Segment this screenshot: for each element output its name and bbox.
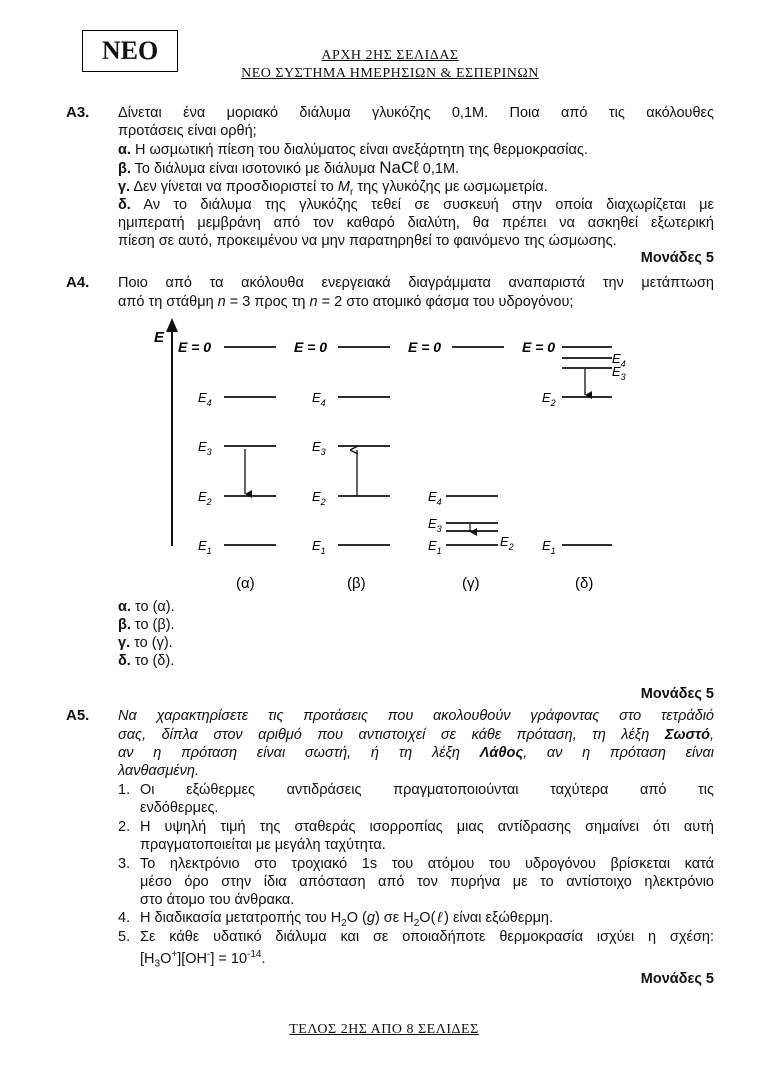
question-number-a3: Α3.: [66, 104, 90, 121]
a3-option-d-line-3: πίεση σε αυτό, προκειμένου να μην παρατηρηθεί το φαινόμενο της ώσμωσης.: [118, 233, 617, 249]
axis-label: E: [154, 329, 165, 346]
statement-text: Το ηλεκτρόνιο στο τροχιακό 1s του ατόμου του υδρογόνου βρίσκεται κατά: [140, 856, 714, 872]
formula-nacl: NaCℓ: [379, 158, 419, 177]
statement-number: 1.: [118, 782, 131, 798]
a4-marks: Μονάδες 5: [640, 686, 714, 702]
option-text: το (β).: [134, 617, 175, 633]
option-letter: β.: [118, 617, 131, 633]
option-letter: γ.: [118, 179, 131, 195]
statement-number: 2.: [118, 819, 131, 835]
option-letter: δ.: [118, 197, 131, 213]
a5-instruction-line-1: Να χαρακτηρίσετε τις προτάσεις που ακολουθούν γράφοντας στο τετράδιό: [118, 708, 714, 724]
statement-text: μέσο όρο στην ίδια απόσταση από τον πυρήνα με το αντίστοιχο ηλεκτρόνιο: [140, 874, 714, 890]
a4-option-c: [118, 634, 173, 653]
level-label-e2: $E_2$: [198, 489, 212, 507]
question-number-a4: Α4.: [66, 274, 90, 291]
e0-label: E = 0: [294, 339, 328, 355]
a3-stem-line-1: Δίνεται ένα μοριακό διάλυμα γλυκόζης 0,1Μ. Ποια από τις ακόλουθες: [118, 105, 714, 121]
option-letter: β.: [118, 161, 131, 177]
a4-option-d: [118, 652, 174, 671]
a5-instruction-line-4: λανθασμένη.: [118, 763, 199, 779]
header-line-2: ΝΕΟ ΣΥΣΤΗΜΑ ΗΜΕΡΗΣΙΩΝ & ΕΣΠΕΡΙΝΩΝ: [241, 66, 539, 81]
level-label-e1: $E_1$: [198, 538, 212, 556]
instruction-text: αν η πρόταση είναι σωστή, ή τη λέξη: [118, 745, 460, 761]
diagram-beta: [294, 339, 390, 592]
level-label-e1: $E_1$: [312, 538, 326, 556]
a3-marks: Μονάδες 5: [640, 250, 714, 266]
option-text: το (δ).: [134, 653, 175, 669]
statement-text: Σε κάθε υδατικό διάλυμα και σε οποιαδήποτε θερμοκρασία ισχύει η σχέση:: [140, 929, 714, 945]
a4-stem-line-2: [118, 293, 714, 312]
a3-stem-line-2: προτάσεις είναι ορθή;: [118, 123, 257, 139]
level-label-e4: $E_4$: [612, 351, 626, 369]
option-letter: α.: [118, 599, 131, 615]
option-text-post: της γλυκόζης με ωσμωμετρία.: [357, 179, 548, 195]
a5-instruction-line-2: σας, δίπλα στον αριθμό που αντιστοιχεί σε κάθε πρόταση, τη λέξη Σωστό,: [118, 727, 714, 743]
option-text: το (γ).: [134, 635, 173, 651]
statement-text: Οι εξώθερμες αντιδράσεις πραγματοποιούνται ταχύτερα από τις: [140, 782, 714, 798]
statement-text: Η υψηλή τιμή της σταθεράς ισορροπίας μιας αντίδρασης σημαίνει ότι αυτή: [140, 819, 714, 835]
statement-formula: $[H_3O^+][OH^-] = 10^{-14}$.: [140, 949, 266, 970]
word-correct: Σωστό: [664, 727, 710, 743]
level-label-e2: $E_2$: [500, 534, 514, 552]
footer: ΤΕΛΟΣ 2ΗΣ ΑΠΟ 8 ΣΕΛΙΔΕΣ: [289, 1022, 479, 1037]
stem-text: = 2 στο ατομικό φάσμα του υδρογόνου;: [321, 294, 574, 310]
axis-arrow-icon: [166, 318, 178, 332]
option-text: Αν το διάλυμα της γλυκόζης τεθεί σε συσκευή στην οποία διαχωρίζεται με: [143, 197, 714, 213]
a5-statement-list: [118, 781, 714, 981]
a3-option-b: [118, 159, 714, 179]
n-variable: n: [309, 294, 318, 310]
n-variable: n: [217, 294, 226, 310]
neo-badge: ΝΕΟ: [82, 30, 178, 72]
statement-text: ενδόθερμες.: [140, 800, 219, 816]
statement-number: 4.: [118, 910, 131, 926]
a3-option-d-line-2: ημιπερατή μεμβράνη από τον καθαρό διαλύτη, θα πρέπει να ασκηθεί εξωτερική: [118, 215, 714, 231]
a4-option-b: [118, 616, 175, 635]
caption-delta: (δ): [575, 575, 594, 592]
a5-marks: Μονάδες 5: [640, 971, 714, 987]
caption-beta: (β): [347, 575, 366, 592]
header-line-1: ΑΡΧΗ 2ΗΣ ΣΕΛΙΔΑΣ: [321, 48, 459, 63]
option-letter: γ.: [118, 635, 131, 651]
statement-number: 3.: [118, 856, 131, 872]
level-label-e1: $E_1$: [428, 538, 442, 556]
level-label-e3: $E_3$: [428, 516, 442, 534]
option-text: Το διάλυμα είναι ισοτονικό με διάλυμα: [134, 161, 376, 177]
e0-label: E = 0: [178, 339, 212, 355]
option-text-post: 0,1Μ.: [422, 161, 460, 177]
e0-label: E = 0: [522, 339, 556, 355]
statement-number: 5.: [118, 929, 131, 945]
option-text: Δεν γίνεται να προσδιοριστεί το: [133, 179, 334, 195]
diagram-delta: [522, 339, 626, 592]
a3-option-d-line-1: [118, 196, 714, 215]
level-label-e4: $E_4$: [312, 390, 326, 408]
option-text: το (α).: [134, 599, 175, 615]
option-letter: α.: [118, 142, 131, 158]
statement-text: Η διαδικασία μετατροπής του $H_2O$ (g) σε $H_2O$( ℓ ) είναι εξώθερμη.: [140, 910, 554, 929]
instruction-text: , αν η πρόταση είναι: [523, 745, 715, 761]
caption-gamma: (γ): [462, 575, 480, 592]
a4-stem-line-1: Ποιο από τα ακόλουθα ενεργειακά διαγράμματα αναπαριστά την μετάπτωση: [118, 275, 714, 291]
instruction-text: σας, δίπλα στον αριθμό που αντιστοιχεί σε κάθε πρόταση, τη λέξη: [118, 727, 650, 743]
mr-subscript: r: [349, 186, 354, 198]
word-wrong: Λάθος: [479, 745, 524, 761]
a3-option-a: [118, 141, 714, 160]
level-label-e3: $E_3$: [312, 439, 326, 457]
option-text: Η ωσμωτική πίεση του διαλύματος είναι ανεξάρτητη της θερμοκρασίας.: [134, 142, 588, 158]
level-label-e3: $E_3$: [198, 439, 212, 457]
diagram-alpha: [178, 339, 276, 592]
energy-level-diagram: [140, 310, 640, 600]
statement-text: στο άτομο του άνθρακα.: [140, 892, 295, 908]
a4-option-a: [118, 598, 175, 617]
level-label-e2: $E_2$: [542, 390, 556, 408]
statement-text: πραγματοποιείται με μεγάλη ταχύτητα.: [140, 837, 386, 853]
level-label-e1: $E_1$: [542, 538, 556, 556]
level-label-e3: $E_3$: [612, 364, 626, 382]
level-label-e4: $E_4$: [198, 390, 212, 408]
a5-instruction-line-3: [118, 744, 714, 763]
stem-text: = 3 προς τη: [229, 294, 306, 310]
question-number-a5: Α5.: [66, 707, 90, 724]
caption-alpha: (α): [236, 575, 255, 592]
option-letter: δ.: [118, 653, 131, 669]
level-label-e4: $E_4$: [428, 489, 442, 507]
stem-text: από τη στάθμη: [118, 294, 214, 310]
mr-symbol: M: [337, 179, 350, 195]
e0-label: E = 0: [408, 339, 442, 355]
diagram-gamma: [408, 339, 514, 592]
level-label-e2: $E_2$: [312, 489, 326, 507]
